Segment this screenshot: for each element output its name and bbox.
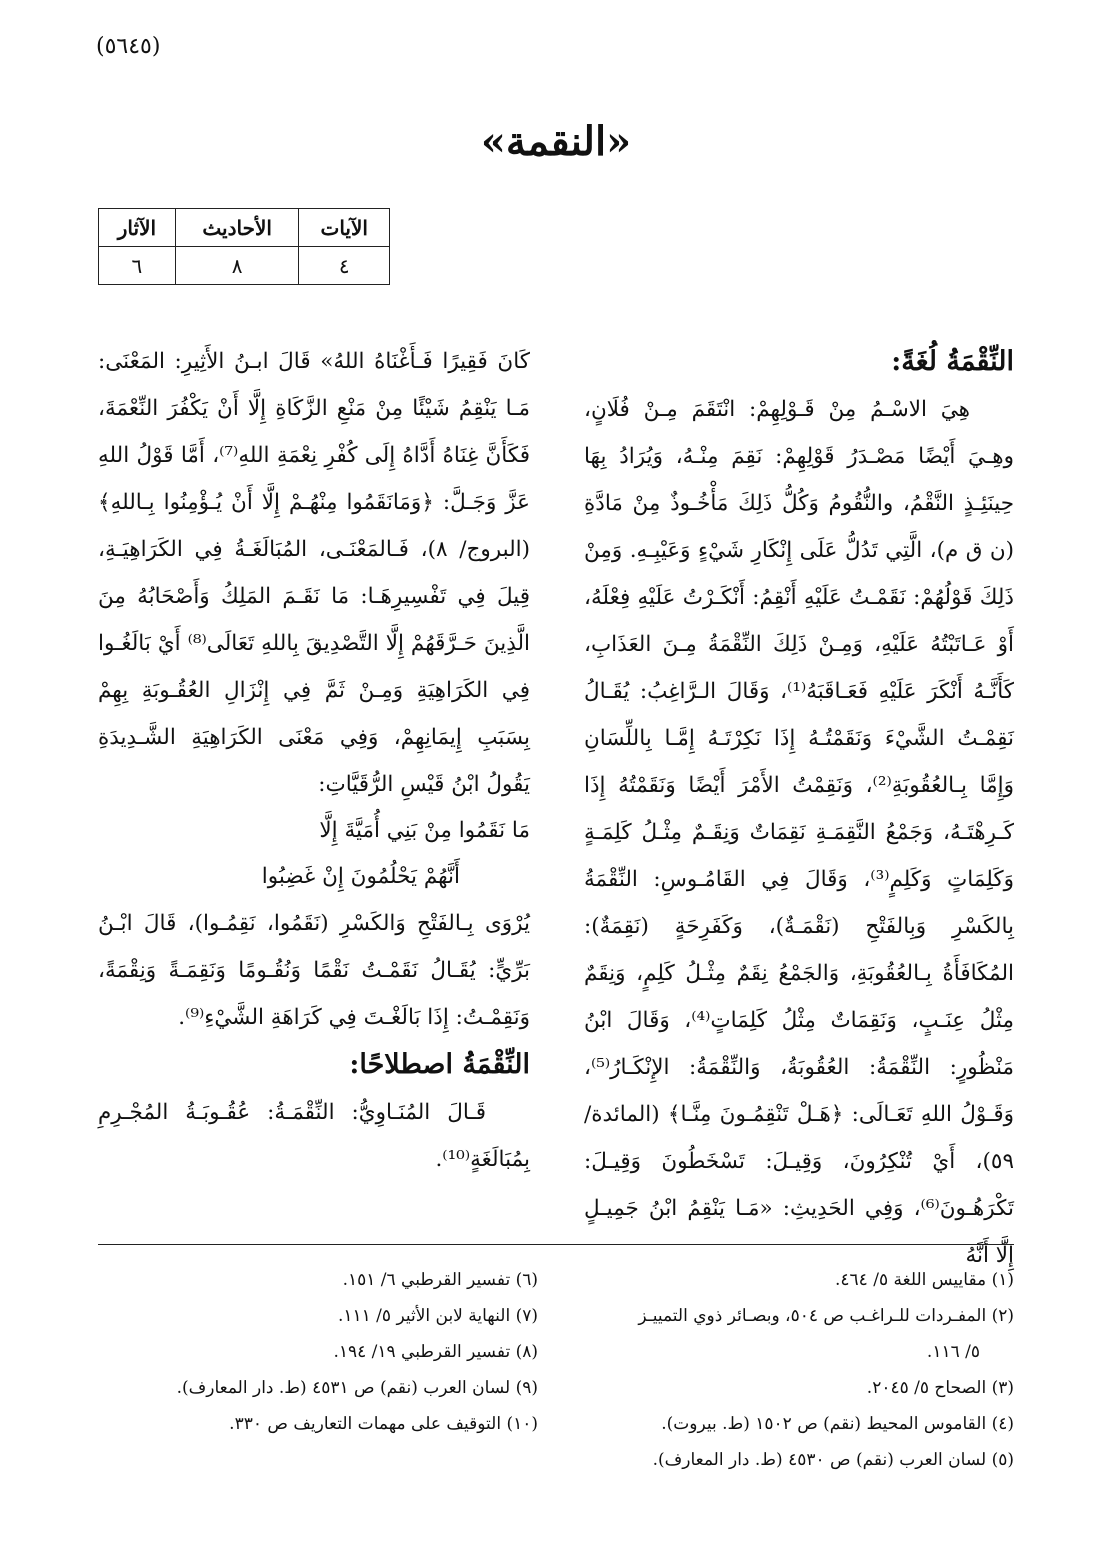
- stats-table: [98, 208, 390, 285]
- poem-verse-second: أَنَّهُمْ يَحْلُمُونَ إِنْ غَضِبُوا: [261, 864, 460, 889]
- table-value-hadiths: ٨: [175, 247, 299, 285]
- footnote-continuation: ٥/ ١١٦.: [926, 1342, 980, 1362]
- footnotes-left: [98, 1262, 538, 1442]
- footnote: (١) مقاييس اللغة ٥/ ٤٦٤.: [835, 1270, 1014, 1290]
- section-heading-terminological: النِّقْمَةُ اصطلاحًا:: [349, 1049, 530, 1080]
- footnote: (٩) لسان العرب (نقم) ص ٤٥٣١ (ط. دار المعارف).: [176, 1378, 538, 1398]
- definition-paragraph: قَـالَ المُنَـاوِيُّ: النِّقْمَـةُ: عُقُـوبَـةُ المُجْـرِمِ بِمُبَالَغَةٍ⁽¹⁰⁾.: [98, 1100, 530, 1172]
- page-number: (٥٦٤٥): [96, 34, 161, 59]
- poem-verse-first: مَا نَقَمُوا مِنْ بَنِي أُمَيَّةَ إِلَّا: [319, 818, 530, 843]
- footnote: (١٠) التوقيف على مهمات التعاريف ص ٣٣٠.: [229, 1414, 538, 1434]
- table-header-verses: الآيات: [299, 209, 390, 247]
- footnote: (٣) الصحاح ٥/ ٢٠٤٥.: [866, 1378, 1014, 1398]
- page-title: «النقمة»: [480, 118, 632, 165]
- table-value-athar: ٦: [99, 247, 176, 285]
- continuation-paragraph: كَانَ فَقِيرًا فَـأَغْنَاهُ اللهُ» قَالَ ابـنُ الأَثِيرِ: المَعْنَى: مَـا يَنْقِمُ شَيْئًا مِنْ مَنْعِ الزَّكَاةِ إِلَّا أَنْ يَكْفُرَ النِّعْمَةَ، فَكَأَنَّ غِنَاهُ أَدَّاهُ إِلَى كُفْرِ نِعْمَةِ اللهِ⁽⁷⁾، أَمَّا قَوْلُ اللهِ عَزَّ وَجَـلَّ: ﴿وَمَانَقَمُوا مِنْهُـمْ إِلَّا أَنْ يُـؤْمِنُوا بِـاللهِ﴾ (البروج/ ٨)، فَـالمَعْنَـى، المُبَالَغَـةُ فِي الكَرَاهِيَـةِ، قِيلَ فِي تَفْسِيرِهَـا: مَا نَقَـمَ المَلِكُ وَأَصْحَابُهُ مِنَ الَّذِينَ حَـرَّقَهُمْ إِلَّا التَّصْدِيقَ بِاللهِ تَعَالَى⁽⁸⁾ أَيْ بَالَغُـوا فِي الكَرَاهِيَةِ وَمِـنْ ثَمَّ فِي إِنْزَالِ العُقُـوبَةِ بِهِمْ بِسَبَبِ إِيمَانِهِمْ، وَفِي مَعْنَى الكَرَاهِيَةِ الشَّـدِيدَةِ يَقُولُ ابْنُ قَيْسِ الرُّقَيَّاتِ:: [98, 349, 531, 797]
- right-column: [584, 338, 1014, 1279]
- footnote: (٧) النهاية لابن الأثير ٥/ ١١١.: [337, 1306, 538, 1326]
- table-header-hadiths: الأحاديث: [175, 209, 299, 247]
- footnotes-right: [574, 1262, 1014, 1478]
- footnote: (٨) تفسير القرطبي ١٩/ ١٩٤.: [333, 1342, 538, 1362]
- footnote: (٦) تفسير القرطبي ٦/ ١٥١.: [342, 1270, 538, 1290]
- footnote: (٥) لسان العرب (نقم) ص ٤٥٣٠ (ط. دار المعارف).: [652, 1450, 1014, 1470]
- table-value-verses: ٤: [299, 247, 390, 285]
- footnote: (٤) القاموس المحيط (نقم) ص ١٥٠٢ (ط. بيروت).: [661, 1414, 1014, 1434]
- table-header-athar: الآثار: [99, 209, 176, 247]
- footnote-divider: [98, 1244, 1014, 1245]
- variant-reading-paragraph: يُرْوَى بِـالفَتْحِ وَالكَسْرِ (نَقَمُوا، نَقِمُـوا)، قَالَ ابْـنُ بَرِّيٍّ: يُقَـالُ نَقَمْـتُ نَقْمًا وَنُقُـومًا وَنَقِمَـةً وَنِقْمَةً، وَنَقِمْـتُ: إِذَا بَالَغْـتَ فِي كَرَاهَةِ الشَّيْءِ⁽⁹⁾.: [98, 911, 530, 1030]
- left-column: [98, 338, 530, 1183]
- linguistic-paragraph: هِيَ الاسْـمُ مِنْ قَـوْلِهِمْ: انْتَقَمَ مِـنْ فُلَانٍ، وهِـيَ أَيْضًا مَصْـدَرُ قَوْلِهِمْ: نَقِمَ مِنْـهُ، وَيُرَادُ بِهَا حِينَئِـذٍ النَّقْمُ، والنُّقُومُ وَكُلُّ ذَلِكَ مَأْخُـوذٌ مِنْ مَادَّةِ (ن ق م)، الَّتِي تَدُلُّ عَلَى إِنْكَارِ شَيْءٍ وَعَيْبِـهِ. وَمِنْ ذَلِكَ قَوْلُهُمْ: نَقَمْـتُ عَلَيْهِ أَنْقِمُ: أَنْكَـرْتُ عَلَيْهِ فِعْلَهُ، أَوْ عَـاتَبْتُهُ عَلَيْهِ، وَمِـنْ ذَلِكَ النِّقْمَةُ مِـنَ العَذَابِ، كَأَنَّـهُ أَنْكَرَ عَلَيْهِ فَعَـاقَبَهُ⁽¹⁾، وَقَالَ الـرَّاغِبُ: يُقَـالُ نَقِمْـتُ الشَّيْءَ وَنَقَمْتُـهُ إِذَا نَكِرْتَـهُ إِمَّـا بِاللِّسَانِ وَإِمَّا بِـالعُقُوبَةِ⁽²⁾، وَنَقِمْتُ الأَمْرَ أَيْضًا وَنَقَمْتُهُ إِذَا كَـرِهْتَـهُ، وَجَمْعُ النَّقِمَـةِ نَقِمَاتٌ وَنِقَـمٌ مِثْـلُ كَلِمَـةٍ وَكَلِمَاتٍ وَكَلِمٍ⁽³⁾، وَقَالَ فِي القَامُـوسِ: النِّقْمَةُ بِالكَسْرِ وَبِالفَتْحِ (نَقْمَـةٌ)، وَكَفَرِحَةٍ (نَقِمَةٌ): المُكَافَأَةُ بِـالعُقُوبَةِ، وَالجَمْعُ نِقَمٌ مِثْـلُ كَلِمٍ، وَنِقَمٌ مِثْلُ عِنَـبٍ، وَنَقِمَاتٌ مِثْلُ كَلِمَاتٍ⁽⁴⁾، وَقَالَ ابْنُ مَنْظُورٍ: النِّقْمَةُ: العُقُوبَةُ، وَالنِّقْمَةُ: الإِنْكَـارُ⁽⁵⁾، وَقَـوْلُ اللهِ تَعَـالَى: ﴿هَـلْ تَنْقِمُـونَ مِنَّـا﴾ (المائدة/ ٥٩)، أَيْ تُنْكِرُونَ، وَقِيـلَ: تَسْخَطُونَ وَقِيـلَ: تَكْرَهُـونَ⁽⁶⁾، وَفِي الحَدِيثِ: «مَـا يَنْقِمُ ابْنُ جَمِيـلٍ إِلَّا أَنَّهُ: [584, 397, 1014, 1268]
- footnote: (٢) المفـردات للـراغـب ص ٥٠٤، وبصـائر ذوي التمييـز: [638, 1306, 1014, 1326]
- section-heading-linguistic: النِّقْمَةُ لُغَةً:: [891, 346, 1014, 377]
